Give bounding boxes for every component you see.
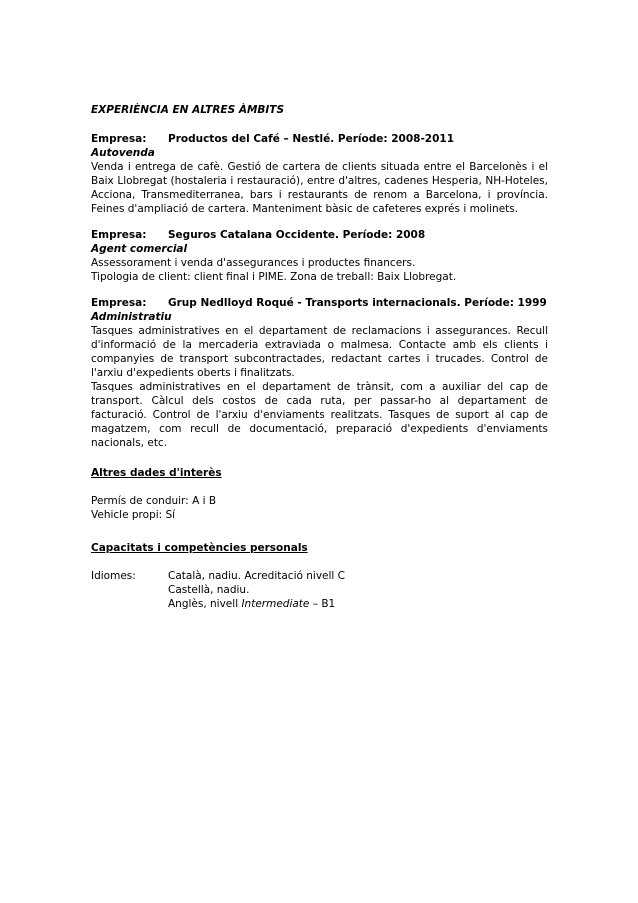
job-role: Administratiu (91, 311, 172, 323)
language-level-italic: Intermediate (241, 598, 310, 610)
other-data-section (91, 466, 548, 522)
job-description (91, 160, 548, 216)
job-header (91, 296, 548, 310)
job-description-paragraph: Venda i entrega de cafè. Gestió de cartera de clients situada entre el Barcelonès i el Baix Llobregat (hostaleria i restauració), entre d'altres, cadenes Hesperia, NH-Hoteles, Acciona, Transmediterranea, bars i restaurants de renom a Barcelona, i província. Feines d'ampliació de cartera. Manteniment bàsic de cafeteres exprés i molinets. (91, 161, 548, 215)
company-name: Productos del Café – Nestlé. Període: 2008-2011 (168, 133, 455, 145)
company-label: Empresa: (91, 133, 147, 145)
other-data-list (91, 494, 548, 522)
other-data-item: Permís de conduir: A i B (91, 495, 217, 507)
job-role: Agent comercial (91, 243, 188, 255)
section-title: EXPERIÈNCIA EN ALTRES ÀMBITS (91, 104, 285, 116)
language-item-prefix: Anglès, nivell (168, 598, 242, 610)
company-label: Empresa: (91, 297, 147, 309)
job-description (91, 324, 548, 450)
job-description-paragraph: Tasques administratives en el departament de trànsit, com a auxiliar del cap de transport. Càlcul dels costos de cada ruta, per passar-ho al departament de facturació. Control de l'arxiu d'enviaments realitzats. Tasques de suport al cap de magatzem, com recull de documentació, preparació d'expedients d'enviaments nacionals, etc. (91, 381, 548, 449)
language-item: Castellà, nadiu. (168, 584, 250, 596)
skills-section (91, 541, 548, 611)
languages-label: Idiomes: (91, 570, 136, 582)
job-description-paragraph: Tasques administratives en el departament de reclamacions i assegurances. Recull d'informació de la mercaderia extraviada o malmesa. Contacte amb els clients i companyies de transport subcontractades, redactant cartes i trucades. Control de l'arxiu d'expedients oberts i finalitzats. (91, 325, 548, 379)
job-entry-nedlloyd (91, 296, 548, 450)
other-data-item: Vehicle propi: Sí (91, 509, 176, 521)
company-name: Grup Nedlloyd Roqué - Transports internacionals. Període: 1999 (168, 297, 547, 309)
job-entry-nestle (91, 132, 548, 216)
job-role: Autovenda (91, 147, 155, 159)
company-name: Seguros Catalana Occidente. Període: 2008 (168, 229, 426, 241)
language-item (168, 597, 345, 611)
job-header (91, 132, 548, 146)
job-description (91, 256, 548, 284)
job-description-paragraph: Assessorament i venda d'assegurances i productes financers. (91, 257, 416, 269)
skills-heading: Capacitats i competències personals (91, 542, 308, 554)
company-label: Empresa: (91, 229, 147, 241)
languages-row (91, 569, 548, 611)
languages-list (168, 569, 345, 611)
language-item-suffix: – B1 (309, 598, 336, 610)
job-header (91, 228, 548, 242)
language-item: Català, nadiu. Acreditació nivell C (168, 570, 345, 582)
other-data-heading: Altres dades d'interès (91, 467, 222, 479)
document-content (91, 103, 548, 625)
job-description-paragraph: Tipologia de client: client final i PIME. Zona de treball: Baix Llobregat. (91, 271, 457, 283)
job-entry-catalana-occidente (91, 228, 548, 284)
